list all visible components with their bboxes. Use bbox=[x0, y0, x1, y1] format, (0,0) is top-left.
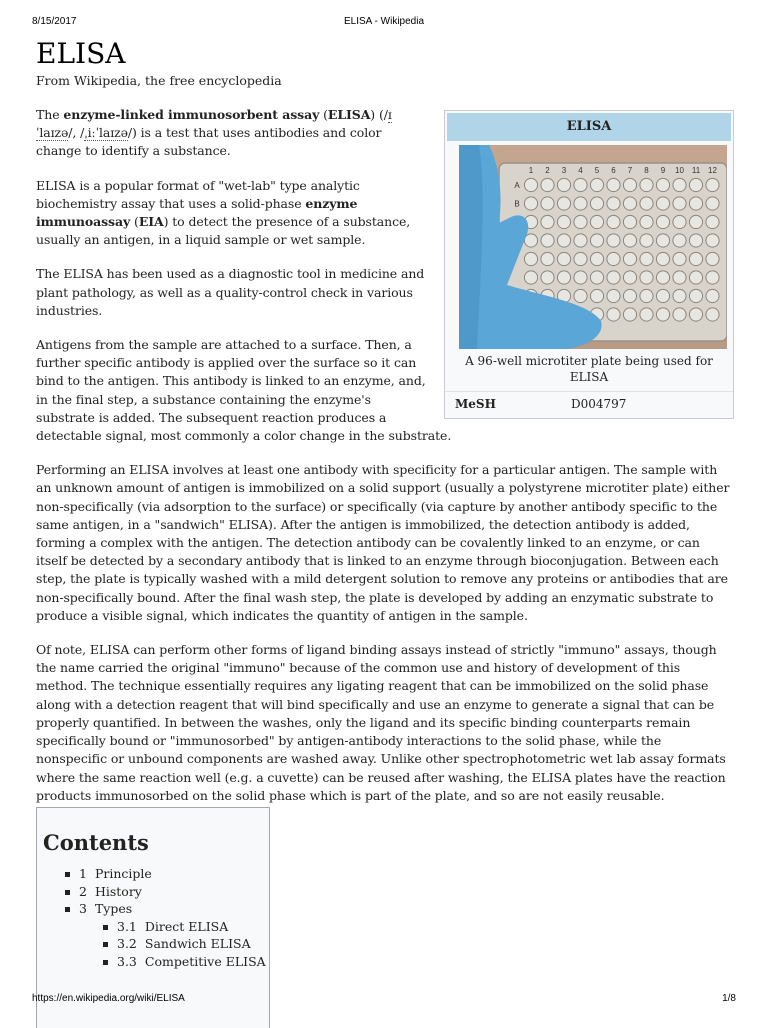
plate-well bbox=[557, 271, 570, 284]
print-footer bbox=[32, 993, 736, 1007]
site-tagline: From Wikipedia, the free encyclopedia bbox=[36, 73, 282, 88]
plate-column-label: 6 bbox=[611, 166, 616, 175]
plate-well bbox=[673, 178, 686, 191]
paragraph-format: ELISA is a popular format of "wet-lab" type analytic biochemistry assay that uses a solid-phase enzyme immunoassay (EIA) to detect the presence of a substance, usually an antigen, in a liquid sample or wet sample. bbox=[36, 177, 411, 248]
plate-well bbox=[541, 215, 554, 228]
page-title: ELISA bbox=[36, 37, 126, 70]
plate-well bbox=[524, 252, 537, 265]
plate-well bbox=[689, 234, 702, 247]
print-url: https://en.wikipedia.org/wiki/ELISA bbox=[32, 993, 185, 1004]
plate-well bbox=[623, 178, 636, 191]
plate-well bbox=[706, 215, 719, 228]
plate-well bbox=[706, 234, 719, 247]
plate-well bbox=[673, 308, 686, 321]
paragraph-note: Of note, ELISA can perform other forms of ligand binding assays instead of strictly "immuno" assays, though the name carried the original "immuno" because of the common use and history of development of this method. The technique essentially requires any ligating reagent that can be immobilized on the solid phase along with a detection reagent that will bind specifically and use an enzyme to generate a signal that can be properly quantified. In between the washes, only the ligand and its specific binding counterparts remain specifically bound or "immunosorbed" by antigen-antibody interactions to the solid phase, while the nonspecific or unbound components are washed away. Unlike other spectrophotometric wet lab assay formats where the same reaction well (e.g. a cuvette) can be reused after washing, the ELISA plates have the reaction products immunosorbed on the solid phase which is part of the plate, and so are not easily reusable. bbox=[36, 642, 726, 803]
microtiter-plate-illustration bbox=[459, 145, 727, 349]
toc-item[interactable]: 3 Types bbox=[37, 900, 269, 918]
toc-title: Contents bbox=[43, 830, 149, 855]
print-page-title: ELISA - Wikipedia bbox=[343, 16, 425, 27]
plate-well bbox=[706, 271, 719, 284]
paragraph-antigens: Antigens from the sample are attached to a surface. Then, a further specific antibody is applied over the surface so it can bind to the antigen. This antibody is linked to an enzyme, and, in the final step, a substance containing the enzyme's substrate is added. The subsequent reaction produces a detectable signal, most commonly a color change in the substrate. bbox=[36, 337, 452, 444]
print-date: 8/15/2017 bbox=[32, 16, 77, 27]
plate-well bbox=[541, 178, 554, 191]
ipa-pronunciation-2[interactable]: ˌiːˈlaɪzə bbox=[84, 125, 128, 141]
plate-well bbox=[689, 252, 702, 265]
plate-well bbox=[607, 308, 620, 321]
plate-well bbox=[607, 197, 620, 210]
plate-well bbox=[689, 215, 702, 228]
toc-list bbox=[37, 865, 269, 970]
term-enzyme-immunoassay: enzyme immunoassay bbox=[36, 195, 358, 230]
paragraph-uses: The ELISA has been used as a diagnostic tool in medicine and plant pathology, as well as a quality-control check in various industries. bbox=[36, 266, 425, 318]
plate-well bbox=[689, 271, 702, 284]
plate-well bbox=[557, 234, 570, 247]
plate-well bbox=[590, 178, 603, 191]
plate-column-label: 11 bbox=[691, 166, 701, 175]
plate-well bbox=[541, 197, 554, 210]
plate-well bbox=[706, 308, 719, 321]
plate-well bbox=[574, 252, 587, 265]
toc-item[interactable]: 1 Principle bbox=[37, 865, 269, 883]
plate-well bbox=[590, 271, 603, 284]
plate-well bbox=[673, 234, 686, 247]
print-page-number: 1/8 bbox=[722, 993, 736, 1004]
plate-well bbox=[590, 215, 603, 228]
plate-well bbox=[574, 197, 587, 210]
plate-well bbox=[640, 215, 653, 228]
term-elisa-full: enzyme-linked immunosorbent assay bbox=[63, 107, 320, 122]
plate-well bbox=[623, 289, 636, 302]
plate-well bbox=[623, 271, 636, 284]
plate-row-label: B bbox=[514, 199, 520, 209]
plate-well bbox=[590, 197, 603, 210]
plate-column-label: 1 bbox=[528, 166, 534, 175]
plate-well bbox=[524, 271, 537, 284]
plate-well bbox=[607, 289, 620, 302]
plate-well bbox=[689, 308, 702, 321]
plate-well bbox=[607, 252, 620, 265]
plate-well bbox=[557, 197, 570, 210]
toc-subitem[interactable]: 3.2 Sandwich ELISA bbox=[37, 935, 269, 953]
plate-well bbox=[574, 271, 587, 284]
paragraph-performing: Performing an ELISA involves at least one antibody with specificity for a particular antigen. The sample with an unknown amount of antigen is immobilized on a solid support (usually a polystyrene microtiter plate) either non-specifically (via adsorption to the surface) or specifically (via capture by another antibody specific to the same antigen, in a "sandwich" ELISA). After the antigen is immobilized, the detection antibody is added, forming a complex with the antigen. The detection antibody can be covalently linked to an enzyme, or can itself be detected by a secondary antibody that is linked to an enzyme through bioconjugation. Between each step, the plate is typically washed with a mild detergent solution to remove any proteins or antibodies that are non-specifically bound. After the final wash step, the plate is developed by adding an enzymatic substrate to produce a visible signal, which indicates the quantity of antigen in the sample. bbox=[36, 462, 730, 623]
plate-column-label: 9 bbox=[660, 166, 666, 175]
plate-well bbox=[640, 178, 653, 191]
plate-well bbox=[557, 252, 570, 265]
plate-well bbox=[623, 197, 636, 210]
plate-column-label: 12 bbox=[708, 166, 717, 175]
plate-well bbox=[607, 271, 620, 284]
plate-well bbox=[623, 252, 636, 265]
plate-column-label: 8 bbox=[644, 166, 649, 175]
term-eia: EIA bbox=[138, 214, 164, 230]
mesh-value[interactable]: D004797 bbox=[571, 397, 627, 411]
microtiter-plate-image[interactable] bbox=[459, 145, 727, 349]
plate-well bbox=[689, 289, 702, 302]
plate-well bbox=[623, 308, 636, 321]
plate-well bbox=[656, 197, 669, 210]
plate-well bbox=[640, 308, 653, 321]
plate-well bbox=[689, 178, 702, 191]
toc-subitem[interactable]: 3.3 Competitive ELISA bbox=[37, 953, 269, 971]
plate-well bbox=[640, 289, 653, 302]
plate-well bbox=[673, 271, 686, 284]
plate-well bbox=[656, 289, 669, 302]
plate-well bbox=[623, 215, 636, 228]
plate-well bbox=[706, 252, 719, 265]
plate-well bbox=[656, 178, 669, 191]
plate-well bbox=[656, 234, 669, 247]
plate-well bbox=[607, 215, 620, 228]
paragraph-intro: The enzyme-linked immunosorbent assay (ELISA) (/ɪˈlaɪzə/, /ˌiːˈlaɪzə/) is a test that uses antibodies and color change to identify a substance. bbox=[36, 107, 392, 159]
plate-well bbox=[590, 234, 603, 247]
ipa-pronunciation-1[interactable]: ɪˈlaɪzə bbox=[36, 107, 392, 141]
plate-well bbox=[656, 271, 669, 284]
plate-well bbox=[689, 197, 702, 210]
toc-subitem[interactable]: 3.1 Direct ELISA bbox=[37, 918, 269, 936]
plate-well bbox=[590, 252, 603, 265]
plate-well bbox=[557, 178, 570, 191]
plate-well bbox=[673, 215, 686, 228]
infobox-title: ELISA bbox=[447, 113, 731, 141]
plate-well bbox=[607, 234, 620, 247]
plate-well bbox=[541, 252, 554, 265]
infobox-mesh-row bbox=[445, 391, 733, 418]
plate-well bbox=[524, 178, 537, 191]
plate-well bbox=[656, 215, 669, 228]
plate-well bbox=[706, 197, 719, 210]
article-content bbox=[36, 36, 734, 969]
plate-well bbox=[607, 178, 620, 191]
plate-row-label: A bbox=[514, 181, 520, 190]
plate-well bbox=[524, 197, 537, 210]
plate-well bbox=[640, 252, 653, 265]
plate-well bbox=[557, 215, 570, 228]
plate-well bbox=[656, 308, 669, 321]
plate-well bbox=[574, 234, 587, 247]
infobox bbox=[444, 110, 734, 419]
plate-column-label: 5 bbox=[594, 166, 600, 175]
plate-well bbox=[541, 271, 554, 284]
plate-well bbox=[706, 178, 719, 191]
plate-column-label: 2 bbox=[545, 166, 550, 175]
mesh-label: MeSH bbox=[455, 397, 496, 411]
plate-column-label: 7 bbox=[627, 166, 633, 175]
plate-column-label: 3 bbox=[561, 166, 567, 175]
plate-well bbox=[574, 178, 587, 191]
plate-column-label: 10 bbox=[675, 166, 684, 175]
plate-well bbox=[656, 252, 669, 265]
print-header bbox=[32, 16, 736, 30]
plate-well bbox=[640, 234, 653, 247]
plate-well bbox=[590, 289, 603, 302]
plate-well bbox=[574, 289, 587, 302]
plate-well bbox=[574, 215, 587, 228]
toc-item[interactable]: 2 History bbox=[37, 883, 269, 901]
infobox-caption: A 96-well microtiter plate being used for ELISA bbox=[465, 354, 713, 384]
term-elisa: ELISA bbox=[327, 107, 371, 122]
plate-column-label: 4 bbox=[578, 166, 583, 175]
plate-well bbox=[673, 252, 686, 265]
plate-well bbox=[640, 271, 653, 284]
plate-well bbox=[623, 234, 636, 247]
plate-well bbox=[541, 234, 554, 247]
plate-well bbox=[673, 289, 686, 302]
plate-well bbox=[673, 197, 686, 210]
plate-well bbox=[706, 289, 719, 302]
plate-well bbox=[640, 197, 653, 210]
